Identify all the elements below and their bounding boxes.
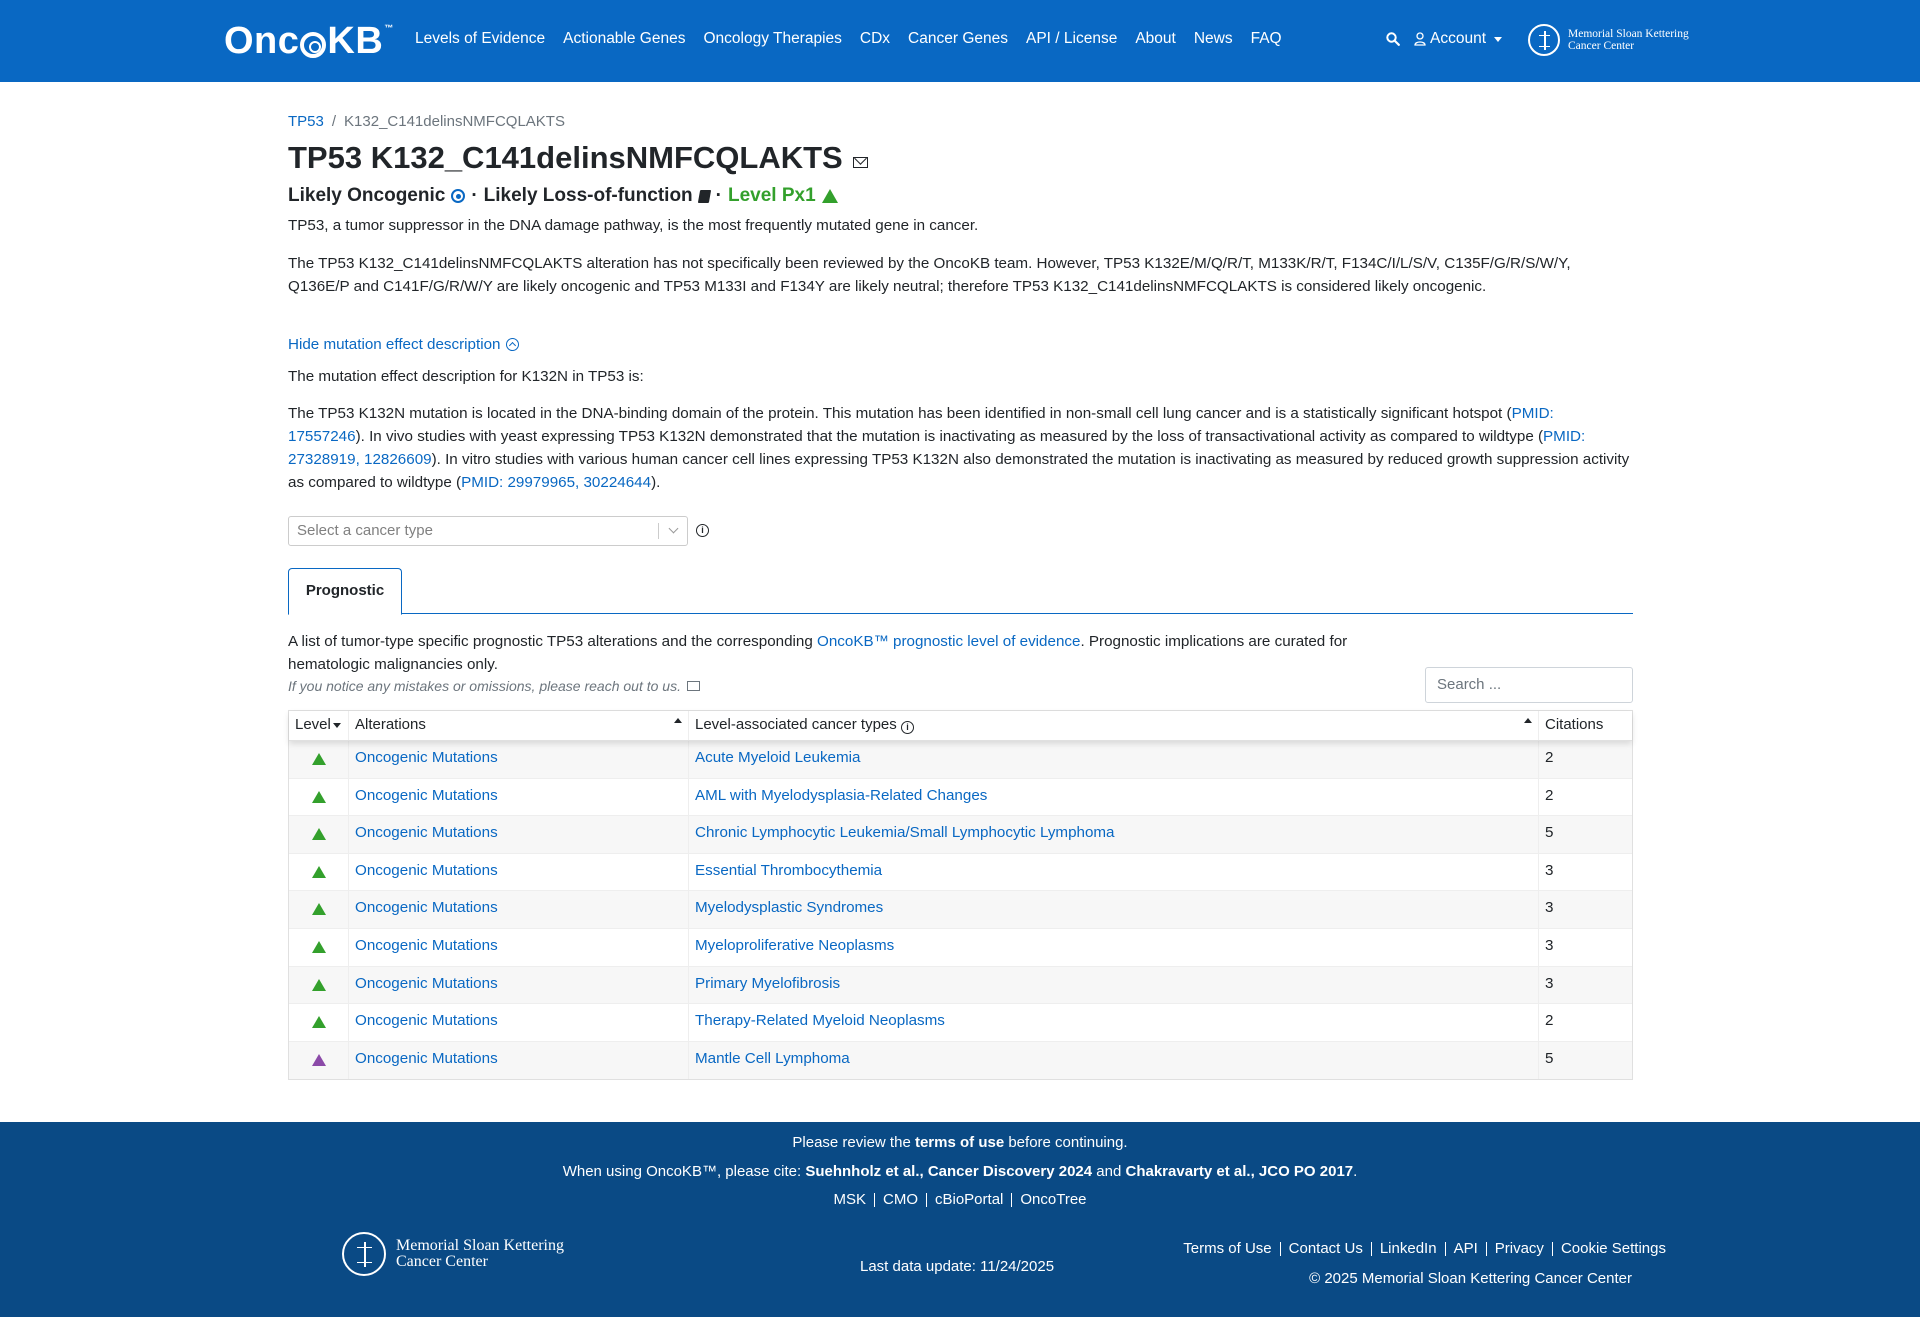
cancer-type-cell	[689, 1004, 1539, 1041]
hide-link-label: Hide mutation effect description	[288, 336, 501, 353]
msk-line1: Memorial Sloan Kettering	[1568, 28, 1689, 40]
footer-text: before continuing.	[1004, 1134, 1128, 1151]
alteration-link[interactable]: Oncogenic Mutations	[355, 899, 498, 917]
hide-mutation-effect-link[interactable]	[288, 336, 519, 353]
footer-link-msk[interactable]: MSK	[825, 1193, 875, 1207]
cancer-type-cell	[689, 741, 1539, 778]
cancer-type-link[interactable]: AML with Myelodysplasia-Related Changes	[695, 786, 988, 804]
cancer-type-link[interactable]: Essential Thrombocythemia	[695, 861, 883, 879]
footer-link-contact[interactable]: Contact Us	[1281, 1242, 1372, 1256]
table-header	[289, 711, 1632, 741]
column-header-label: Level-associated cancer types	[695, 716, 897, 733]
mutation-effect-text: ). In vivo studies with yeast expressing TP53 K132N demonstrated that the mutation is inactivating as measured by the loss of transactivational activity as compared to wildtype (	[355, 428, 1544, 445]
msk-emblem-icon	[342, 1232, 386, 1276]
nav-levels-of-evidence[interactable]: Levels of Evidence	[415, 30, 546, 47]
nav-api-license[interactable]: API / License	[1026, 30, 1118, 47]
copyright: © 2025 Memorial Sloan Kettering Cancer Center	[1309, 1270, 1632, 1287]
alteration-cell	[349, 779, 689, 816]
cancer-type-link[interactable]: Myelodysplastic Syndromes	[695, 899, 884, 917]
level-cell	[289, 741, 349, 778]
breadcrumb	[288, 113, 565, 130]
logo-trademark: ™	[384, 22, 394, 33]
footer-text: Please review the	[792, 1134, 915, 1151]
separator-dot: ·	[715, 185, 722, 206]
alteration-cell	[349, 854, 689, 891]
alteration-link[interactable]: Oncogenic Mutations	[355, 936, 498, 954]
cancer-type-link[interactable]: Therapy-Related Myeloid Neoplasms	[695, 1012, 945, 1030]
citations-cell[interactable]: 3	[1545, 861, 1554, 879]
footer-link-linkedin[interactable]: LinkedIn	[1372, 1242, 1446, 1256]
cancer-type-cell	[689, 967, 1539, 1004]
cancer-type-select-placeholder: Select a cancer type	[297, 522, 433, 539]
search-icon[interactable]	[1386, 32, 1400, 46]
msk-logo[interactable]	[1528, 24, 1689, 56]
alteration-annotation	[288, 185, 838, 207]
msk-logo-text	[396, 1238, 564, 1270]
cancer-type-link[interactable]: Mantle Cell Lymphoma	[695, 1049, 850, 1067]
nav-cancer-genes[interactable]: Cancer Genes	[908, 30, 1008, 47]
table-row	[289, 816, 1632, 854]
cancer-type-cell	[689, 854, 1539, 891]
mutation-effect-text: ). In vitro studies with various human cancer cell lines expressing TP53 K132N also demonstrated the mutation is inactivating as measured by reduced growth suppression activity as compared to wildtype (	[288, 451, 1630, 491]
cancer-type-cell	[689, 779, 1539, 816]
alteration-link[interactable]: Oncogenic Mutations	[355, 974, 498, 992]
level-icon[interactable]	[312, 1054, 326, 1066]
level-icon[interactable]	[312, 753, 326, 765]
logo-text-end: KB	[327, 20, 384, 62]
level-cell	[289, 816, 349, 853]
footer-link-privacy[interactable]: Privacy	[1487, 1242, 1553, 1256]
pmid-link[interactable]: PMID: 29979965, 30224644	[461, 474, 652, 491]
info-icon[interactable]: i	[696, 524, 709, 537]
column-header-alterations[interactable]	[349, 711, 689, 740]
citations-cell[interactable]: 3	[1545, 936, 1554, 954]
account-label: Account	[1430, 30, 1487, 47]
breadcrumb-gene[interactable]: TP53	[288, 113, 324, 130]
level-icon[interactable]	[312, 941, 326, 953]
page-title-text: TP53 K132_C141delinsNMFCQLAKTS	[288, 140, 843, 175]
alteration-link[interactable]: Oncogenic Mutations	[355, 749, 498, 766]
citation-notice	[0, 1163, 1920, 1180]
nav-cdx[interactable]: CDx	[859, 30, 891, 47]
table-row	[289, 854, 1632, 892]
prognostic-desc-text: . Prognostic implications are curated for hematologic malignancies only.	[288, 633, 1348, 673]
chevron-up-circle-icon	[506, 338, 519, 351]
separator-dot: ·	[471, 185, 478, 206]
footer-text: and	[1092, 1163, 1126, 1180]
mutation-effect-label: Likely Loss-of-function	[483, 185, 693, 206]
last-data-update: Last data update: 11/24/2025	[860, 1258, 1055, 1275]
level-cell	[289, 967, 349, 1004]
column-header-label: Alterations	[355, 716, 426, 733]
level-label: Level Px1	[727, 185, 816, 206]
pmid-link[interactable]: PMID: 27328919, 12826609	[288, 428, 1586, 468]
cancer-type-cell	[689, 929, 1539, 966]
citations-cell[interactable]: 2	[1545, 749, 1554, 766]
level-cell	[289, 929, 349, 966]
table-row	[289, 891, 1632, 929]
table-row	[289, 1042, 1632, 1080]
main-nav	[415, 30, 1282, 48]
sort-asc-icon	[1524, 718, 1532, 723]
level-icon[interactable]	[312, 903, 326, 915]
prognostic-table	[288, 710, 1633, 1080]
nav-actionable-genes[interactable]: Actionable Genes	[563, 30, 686, 47]
envelope-icon[interactable]	[853, 157, 868, 168]
footer-link-cookie-settings[interactable]: Cookie Settings	[1560, 1240, 1666, 1257]
table-search-input[interactable]: Search ...	[1425, 667, 1633, 703]
alteration-cell	[349, 891, 689, 928]
prognostic-desc-text: A list of tumor-type specific prognostic TP53 alterations and the corresponding	[288, 633, 818, 650]
msk-line2: Cancer Center	[396, 1253, 488, 1270]
alteration-link[interactable]: Oncogenic Mutations	[355, 1049, 498, 1067]
alteration-cell	[349, 741, 689, 778]
info-icon[interactable]: i	[901, 721, 914, 734]
account-menu[interactable]	[1414, 30, 1502, 48]
alteration-link[interactable]: Oncogenic Mutations	[355, 786, 498, 804]
level-cell	[289, 891, 349, 928]
book-icon[interactable]	[698, 190, 711, 203]
footer-partner-links	[0, 1191, 1920, 1208]
table-body	[289, 741, 1632, 1079]
nav-oncology-therapies[interactable]: Oncology Therapies	[703, 30, 842, 47]
citations-cell[interactable]: 5	[1545, 1049, 1554, 1067]
envelope-icon[interactable]	[687, 681, 700, 691]
chevron-down-icon	[1494, 37, 1502, 42]
alteration-cell	[349, 967, 689, 1004]
level-icon[interactable]	[312, 1016, 326, 1028]
sort-desc-icon	[333, 723, 341, 728]
select-divider	[658, 523, 659, 539]
msk-emblem-icon	[1528, 24, 1560, 56]
level-icon[interactable]	[312, 979, 326, 991]
cancer-type-cell	[689, 1042, 1539, 1080]
nav-about[interactable]: About	[1135, 30, 1176, 47]
cancer-type-cell	[689, 816, 1539, 853]
user-icon	[1414, 32, 1426, 46]
level-icon[interactable]	[312, 791, 326, 803]
citations-cell[interactable]: 3	[1545, 974, 1554, 992]
chevron-down-icon	[669, 524, 679, 534]
citations-cell[interactable]: 3	[1545, 899, 1554, 917]
cancer-type-link[interactable]: Acute Myeloid Leukemia	[695, 749, 861, 766]
gene-summary: TP53, a tumor suppressor in the DNA damage pathway, is the most frequently mutated gene in cancer.	[288, 217, 979, 234]
breadcrumb-separator: /	[331, 113, 337, 130]
terms-of-use-link[interactable]: terms of use	[914, 1134, 1005, 1151]
prognostic-description	[288, 630, 1358, 676]
cancer-type-link[interactable]: Primary Myelofibrosis	[695, 974, 841, 992]
alteration-summary: The TP53 K132_C141delinsNMFCQLAKTS alteration has not specifically been reviewed by the OncoKB team. However, TP53 K132E/M/Q/R/T, M133K/R/T, F134C/I/L/S/V, C135F/G/R/S/W/Y, Q136E/P and C141F/G/R/W/Y are likely oncogenic and TP53 M133I and F134Y are likely neutral; therefore TP53 K132_C141delinsNMFCQLAKTS is considered likely oncogenic.	[288, 255, 1571, 295]
alteration-cell	[349, 1042, 689, 1080]
oncogenic-target-icon[interactable]	[451, 189, 465, 203]
tab-prognostic[interactable]: Prognostic	[288, 568, 402, 615]
table-row	[289, 1004, 1632, 1042]
footer-link-cbioportal[interactable]: cBioPortal	[927, 1193, 1012, 1207]
cancer-type-cell	[689, 891, 1539, 928]
citations-cell[interactable]: 2	[1545, 786, 1554, 804]
column-header-label: Level	[295, 716, 331, 733]
nav-faq[interactable]: FAQ	[1250, 30, 1282, 47]
level-cell	[289, 854, 349, 891]
prognostic-level-link[interactable]: OncoKB™ prognostic level of evidence	[817, 633, 1081, 650]
citations-cell[interactable]: 2	[1545, 1012, 1554, 1030]
footer-link-oncotree[interactable]: OncoTree	[1020, 1191, 1087, 1208]
page-title	[288, 140, 868, 176]
oncogenicity-label: Likely Oncogenic	[288, 185, 446, 206]
column-header-label: Citations	[1545, 716, 1604, 733]
cancer-type-select[interactable]	[288, 516, 688, 546]
level-icon[interactable]	[312, 866, 326, 878]
mutation-effect-text: The TP53 K132N mutation is located in the DNA-binding domain of the protein. This mutation has been identified in non-small cell lung cancer and is a statistically significant hotspot (	[288, 405, 1512, 422]
footer-text: When using OncoKB™, please cite:	[562, 1163, 806, 1180]
citation-link-1[interactable]: Suehnholz et al., Cancer Discovery 2024	[805, 1163, 1093, 1180]
column-header-level[interactable]	[289, 711, 349, 740]
nav-news[interactable]: News	[1193, 30, 1233, 47]
table-row	[289, 929, 1632, 967]
footer-msk-logo[interactable]	[342, 1232, 564, 1276]
alteration-link[interactable]: Oncogenic Mutations	[355, 1012, 498, 1030]
msk-line1: Memorial Sloan Kettering	[396, 1237, 564, 1254]
logo-o-icon	[300, 32, 326, 58]
breadcrumb-alteration: K132_C141delinsNMFCQLAKTS	[344, 113, 565, 130]
table-row	[289, 741, 1632, 779]
mutation-effect-text: ).	[651, 474, 661, 491]
alteration-link[interactable]: Oncogenic Mutations	[355, 824, 498, 842]
msk-logo-text	[1568, 28, 1689, 52]
footer-link-api[interactable]: API	[1446, 1242, 1487, 1256]
alteration-link[interactable]: Oncogenic Mutations	[355, 861, 498, 879]
cancer-type-link[interactable]: Chronic Lymphocytic Leukemia/Small Lymphocytic Lymphoma	[695, 824, 1115, 842]
top-navbar	[0, 0, 1920, 82]
level-px1-icon[interactable]	[822, 189, 838, 203]
alteration-cell	[349, 1004, 689, 1041]
cancer-type-link[interactable]: Myeloproliferative Neoplasms	[695, 936, 895, 954]
terms-notice	[0, 1134, 1920, 1151]
level-cell	[289, 1042, 349, 1080]
footer-link-terms[interactable]: Terms of Use	[1175, 1242, 1280, 1256]
logo-text-start: Onc	[224, 20, 300, 62]
report-text: If you notice any mistakes or omissions, please reach out to us.	[288, 678, 681, 694]
report-mistakes	[288, 678, 700, 694]
level-cell	[289, 1004, 349, 1041]
level-icon[interactable]	[312, 828, 326, 840]
mutation-effect-description	[288, 402, 1633, 494]
footer	[0, 1122, 1920, 1317]
alteration-cell	[349, 929, 689, 966]
mutation-effect-intro: The mutation effect description for K132N in TP53 is:	[288, 368, 644, 385]
table-row	[289, 779, 1632, 817]
alteration-cell	[349, 816, 689, 853]
citation-link-2[interactable]: Chakravarty et al., JCO PO 2017	[1125, 1163, 1354, 1180]
footer-text: .	[1353, 1163, 1358, 1180]
level-cell	[289, 779, 349, 816]
citations-cell[interactable]: 5	[1545, 824, 1554, 842]
oncokb-logo[interactable]	[224, 20, 394, 63]
sort-asc-icon	[674, 718, 682, 723]
tab-bar	[288, 568, 1633, 614]
footer-right-links	[1144, 1240, 1674, 1257]
column-header-citations[interactable]	[1539, 711, 1632, 740]
nav-right	[1386, 30, 1502, 48]
column-header-cancer-types[interactable]	[689, 711, 1539, 740]
footer-link-cmo[interactable]: CMO	[875, 1193, 927, 1207]
pmid-link[interactable]: PMID: 17557246	[288, 405, 1554, 445]
table-row	[289, 967, 1632, 1005]
msk-line2: Cancer Center	[1568, 40, 1635, 52]
